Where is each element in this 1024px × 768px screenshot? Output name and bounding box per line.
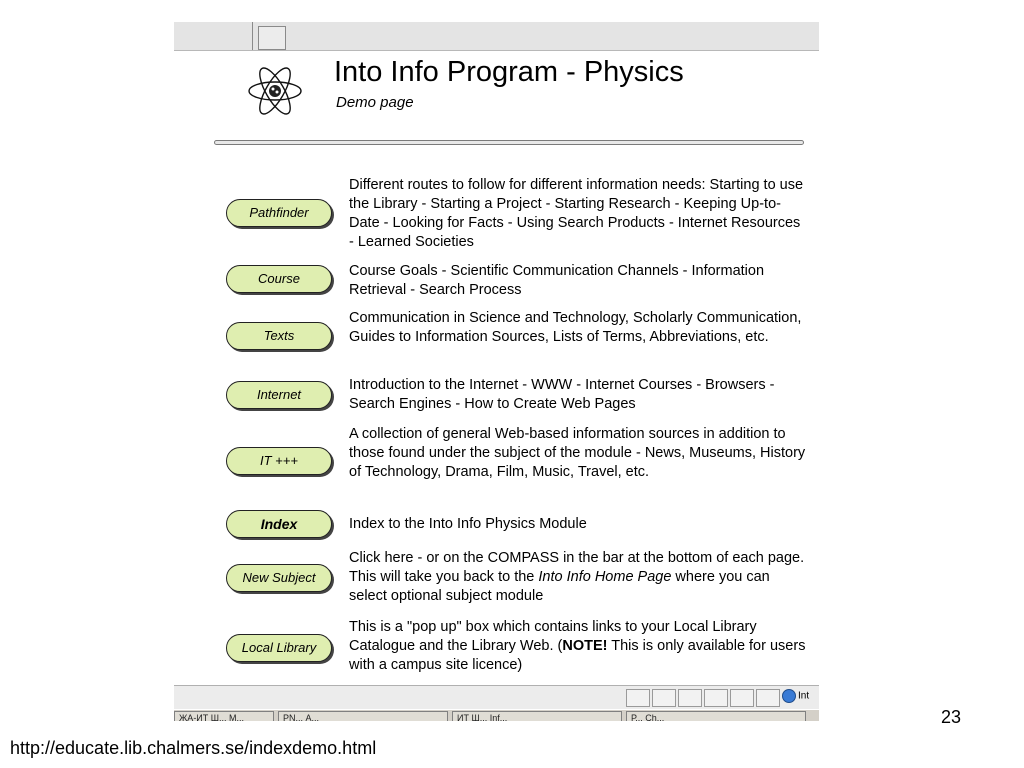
internet-description: Introduction to the Internet - WWW - Internet Courses - Browsers - Search Engines - How to Create Web Pages [349, 377, 775, 412]
zone-label: Int [798, 690, 810, 702]
taskbar-item[interactable]: Р... Сh... [626, 711, 806, 721]
index-description: Index to the Into Info Physics Module [349, 516, 587, 532]
new-subject-description [349, 549, 809, 606]
toolbar-divider [252, 22, 253, 50]
it-plus-description: A collection of general Web-based information sources in addition to those found under the subject of the module - News, Museums, History of Technology, Drama, Film, Music, Travel, etc. [349, 426, 806, 480]
taskbar-item[interactable]: РN... А... [278, 711, 448, 721]
browser-screenshot [174, 22, 819, 721]
note-label: NOTE! [562, 638, 608, 654]
security-zone[interactable] [782, 689, 809, 703]
divider [214, 140, 804, 145]
new-subject-text-a: Click here - or on the COMPASS in the bar at the bottom of each page. This will take you back to the [349, 550, 805, 585]
taskbar-item[interactable]: ИТ Ш... Inf... [452, 711, 622, 721]
new-subject-button[interactable]: New Subject [226, 564, 332, 592]
page-subtitle: Demo page [336, 94, 414, 111]
local-library-description [349, 618, 809, 675]
status-pane [730, 689, 754, 707]
status-pane [626, 689, 650, 707]
texts-button[interactable]: Texts [226, 322, 332, 350]
new-subject-text-b: where you can select optional subject module [349, 569, 770, 604]
status-pane [704, 689, 728, 707]
globe-icon [782, 689, 796, 703]
it-plus-button[interactable]: IT +++ [226, 447, 332, 475]
browser-toolbar [174, 22, 819, 51]
pathfinder-button[interactable]: Pathfinder [226, 199, 332, 227]
status-pane [652, 689, 676, 707]
local-library-text-b: This is only available for users with a campus site licence) [349, 638, 806, 673]
local-library-button[interactable]: Local Library [226, 634, 332, 662]
toolbar-button[interactable] [258, 26, 286, 50]
slide-page-number: 23 [941, 707, 962, 727]
page-title: Into Info Program - Physics [334, 56, 684, 88]
pathfinder-description: Different routes to follow for different information needs: Starting to use the Library - Starting a Project - Starting Research - Keeping Up-to-Date - Looking for Facts - Using Search Products - Internet Resources - Learned Societies [349, 177, 804, 250]
home-page-link[interactable]: Into Info Home Page [538, 569, 672, 585]
status-pane [678, 689, 702, 707]
taskbar [174, 709, 819, 721]
atom-icon [246, 62, 304, 120]
status-pane [756, 689, 780, 707]
source-url: http://educate.lib.chalmers.se/indexdemo.html [10, 738, 377, 758]
local-library-text-a: This is a "pop up" box which contains links to your Local Library Catalogue and the Library Web. ( [349, 619, 757, 654]
taskbar-item[interactable]: ЖА-ИТ Ш... М... [174, 711, 274, 721]
status-bar [174, 685, 819, 721]
course-description: Course Goals - Scientific Communication Channels - Information Retrieval - Search Process [349, 263, 765, 298]
index-button[interactable]: Index [226, 510, 332, 538]
internet-button[interactable]: Internet [226, 381, 332, 409]
texts-description: Communication in Science and Technology, Scholarly Communication, Guides to Information Sources, Lists of Terms, Abbreviations, etc. [349, 310, 802, 345]
course-button[interactable]: Course [226, 265, 332, 293]
